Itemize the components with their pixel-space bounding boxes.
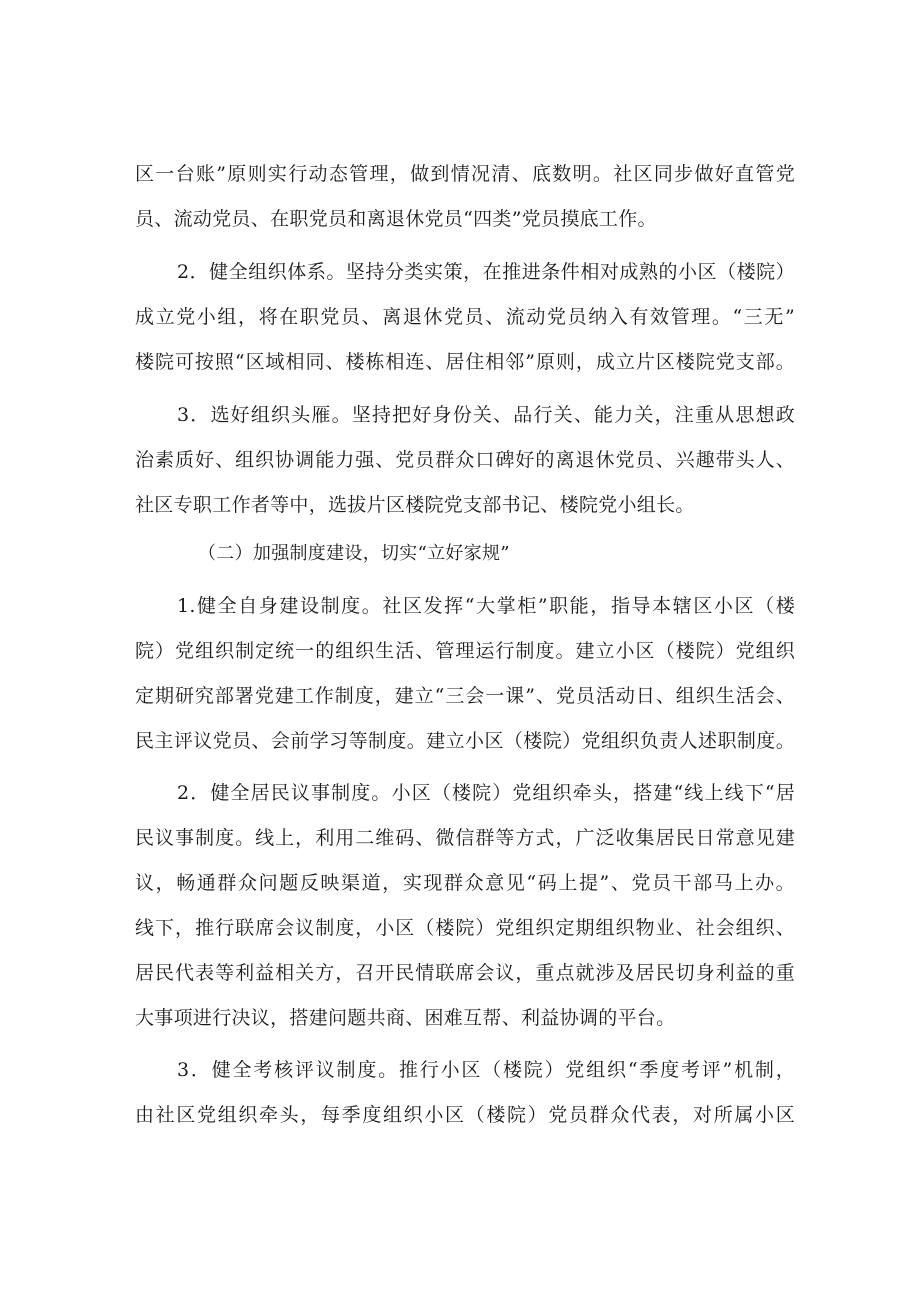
paragraph-line: 3．健全考核评议制度。推行小区（楼院）党组织“季度考评”机制， [177,1059,795,1081]
paragraph-line: 议，畅通群众问题反映渠道，实现群众意见“码上提”、党员干部马上办。 [135,872,795,894]
paragraph-line: 定期研究部署党建工作制度，建立“三会一课”、党员活动日、组织生活会、 [135,685,795,707]
paragraph-line: 1.健全自身建设制度。社区发挥“大掌柜”职能，指导本辖区小区（楼 [177,595,795,617]
paragraph-line: 民议事制度。线上，利用二维码、微信群等方式，广泛收集居民日常意见建 [135,827,795,849]
paragraph-line: 社区专职工作者等中，选拔片区楼院党支部书记、楼院党小组长。 [135,494,695,516]
paragraph-line: 区一台账”原则实行动态管理，做到情况清、底数明。社区同步做好直管党 [135,163,795,185]
paragraph-line: 成立党小组，将在职党员、离退休党员、流动党员纳入有效管理。“三无” [135,306,795,328]
paragraph-line: 线下，推行联席会议制度，小区（楼院）党组织定期组织物业、社会组织、 [135,917,795,939]
paragraph-line: 治素质好、组织协调能力强、党员群众口碑好的离退休党员、兴趣带头人、 [135,449,795,471]
paragraph-line: 3．选好组织头雁。坚持把好身份关、品行关、能力关，注重从思想政 [177,404,795,426]
paragraph-line: 由社区党组织牵头，每季度组织小区（楼院）党员群众代表，对所属小区 [135,1104,795,1126]
paragraph-line: 员、流动党员、在职党员和离退休党员“四类”党员摸底工作。 [135,208,657,230]
paragraph-line: 居民代表等利益相关方，召开民情联席会议，重点就涉及居民切身利益的重 [135,962,795,984]
paragraph-line: 院）党组织制定统一的组织生活、管理运行制度。建立小区（楼院）党组织 [135,640,795,662]
paragraph-line: 楼院可按照“区域相同、楼栋相连、居住相邻”原则，成立片区楼院党支部。 [135,351,795,373]
section-heading: （二）加强制度建设，切实“立好家规” [198,543,510,564]
paragraph-line: 2．健全居民议事制度。小区（楼院）党组织牵头，搭建“线上线下“居 [177,782,795,804]
paragraph-line: 2．健全组织体系。坚持分类实策，在推进条件相对成熟的小区（楼院） [177,261,795,283]
paragraph-line: 民主评议党员、会前学习等制度。建立小区（楼院）党组织负责人述职制度。 [135,730,795,752]
paragraph-line: 大事项进行决议，搭建问题共商、困难互帮、利益协调的平台。 [135,1007,676,1029]
